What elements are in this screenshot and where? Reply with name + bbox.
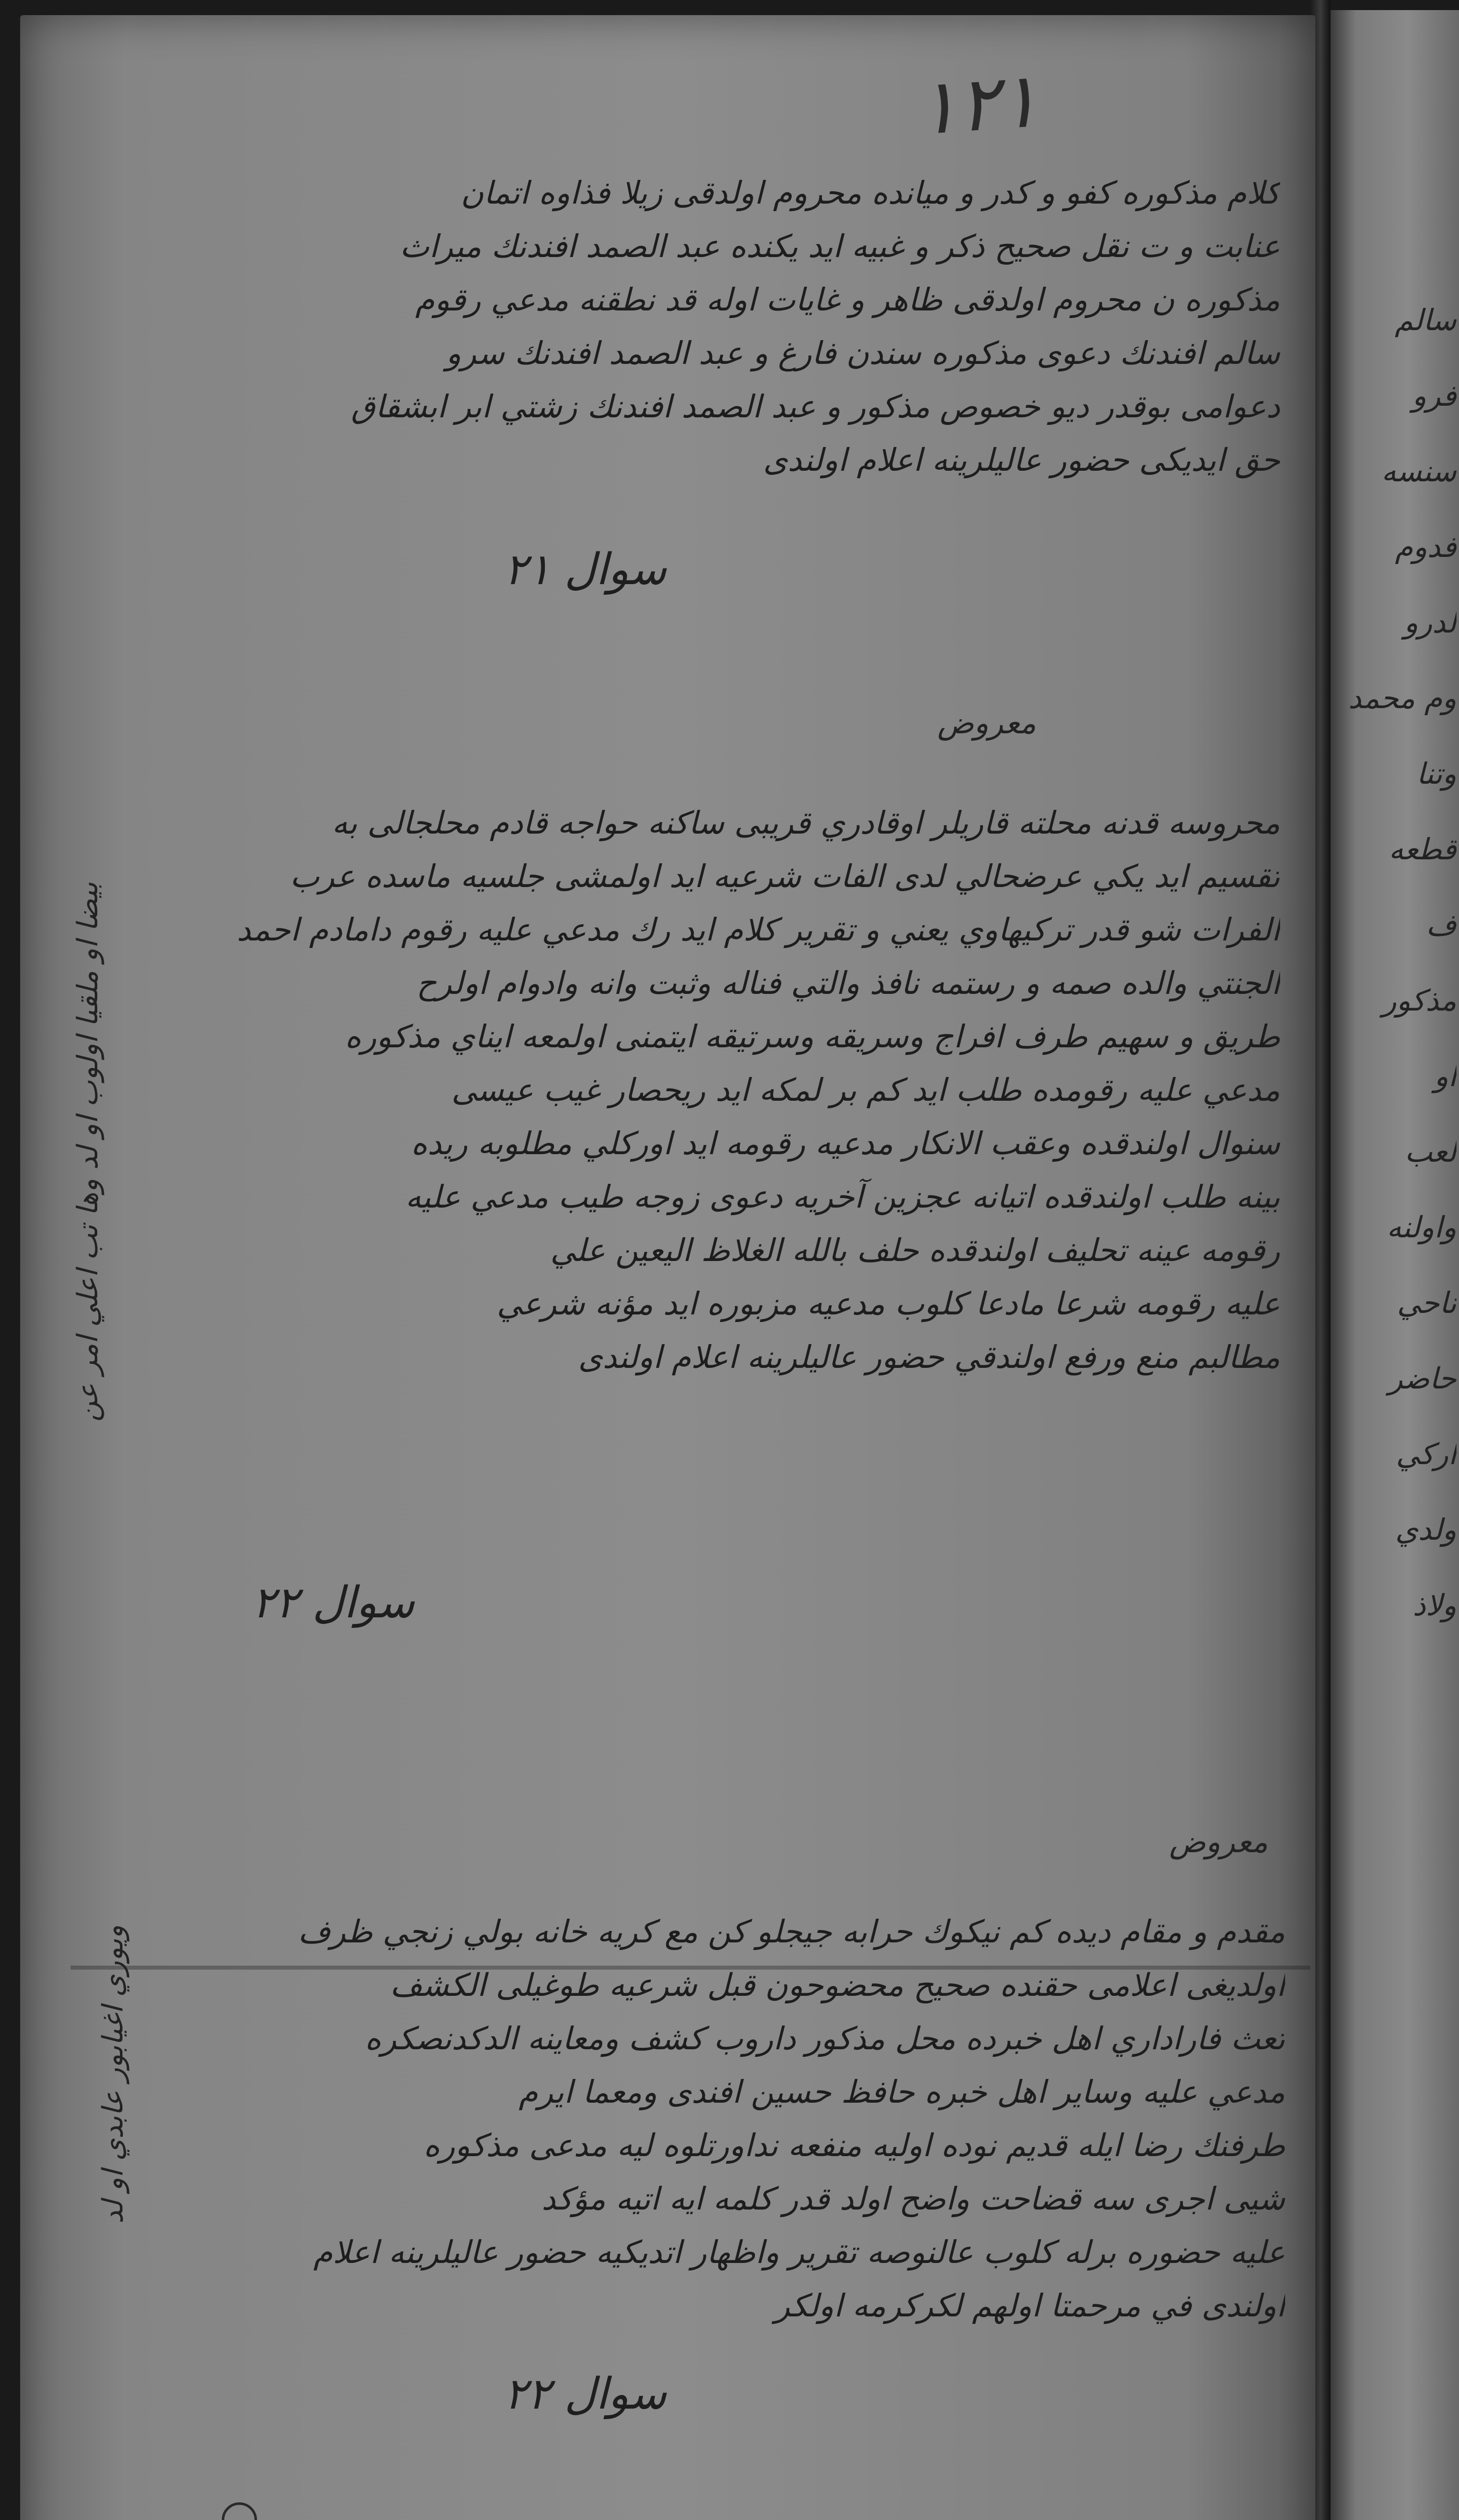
facing-page-line: لعب bbox=[1405, 1135, 1456, 1169]
text-line: اولديغى اعلامى حقنده صحيح محضوحون قبل شرعيه طوغيلى الكشف bbox=[390, 1967, 1285, 2003]
facing-page-line: ف bbox=[1426, 908, 1456, 942]
facing-page-line: حاضر bbox=[1388, 1361, 1456, 1396]
facing-page-line: او bbox=[1434, 1059, 1456, 1093]
text-line: اولندى في مرحمتا اولهم لكركرمه اولكر bbox=[775, 2287, 1285, 2324]
entry-1-text bbox=[181, 166, 1280, 487]
text-line: الجنتي والده صمه و رستمه نافذ والتي فناله وثبت وانه وادوام اولرح bbox=[416, 965, 1280, 1001]
text-line: كلام مذكوره كفو و كدر و ميانده محروم اولدقى زيلا فذاوه اتمان bbox=[461, 174, 1280, 211]
page-number: ١٢١ bbox=[914, 56, 1042, 153]
facing-page-line: لدرو bbox=[1404, 605, 1456, 640]
entry-3-text bbox=[212, 1905, 1285, 2333]
text-line: رقومه عينه تحليف اولندقده حلف بالله الغلاظ اليعين علي bbox=[550, 1232, 1280, 1269]
facing-page-line: ولاذ bbox=[1413, 1588, 1456, 1622]
text-line: بينه طلب اولندقده اتيانه عجزين آخريه دعوى زوجه طيب مدعي عليه bbox=[405, 1178, 1280, 1215]
facing-page-line: فرو bbox=[1412, 379, 1456, 413]
facing-page-line: ولدي bbox=[1395, 1513, 1456, 1547]
entry-2-text bbox=[151, 796, 1280, 1384]
text-line: مطالبم منع ورفع اولندقي حضور عاليلرينه اعلام اولندى bbox=[578, 1339, 1280, 1375]
facing-page-line: ناحي bbox=[1397, 1286, 1456, 1320]
text-line: مذكوره ن محروم اولدقى ظاهر و غايات اوله قد نطقنه مدعي رقوم bbox=[415, 281, 1280, 318]
text-line: سنوال اولندقده وعقب الانكار مدعيه رقومه ايد اوركلي مطلوبه ريده bbox=[411, 1125, 1280, 1162]
margin-note: بيضا او ملقيا اولوب او لد وها تب اعلي امر عن bbox=[72, 882, 104, 1422]
text-line: طرفنك رضا ايله قديم نوده اوليه منفعه نداورتلوه ليه مدعى مذكوره bbox=[423, 2127, 1285, 2164]
text-line: عليه رقومه شرعا مادعا كلوب مدعيه مزبوره ايد مؤنه شرعي bbox=[496, 1285, 1280, 1322]
text-line: الفرات شو قدر تركيهاوي يعني و تقرير كلام ايد رك مدعي عليه رقوم دامادم احمد bbox=[236, 911, 1280, 948]
section-heading: معروض bbox=[1169, 1824, 1268, 1860]
margin-note: ويوري اغيابور عابدي او لد bbox=[97, 1925, 130, 2224]
facing-page-line: وم محمد bbox=[1348, 681, 1456, 715]
text-line: شيى اجرى سه قضاحت واضح اولد قدر كلمه ايه اتيه مؤكد bbox=[541, 2180, 1285, 2217]
text-line: حق ايديكى حضور عاليلرينه اعلام اولندى bbox=[763, 442, 1280, 478]
text-line: مقدم و مقام ديده كم نيكوك حرابه جيجلو كن مع كريه خانه بولي زنجي ظرف bbox=[298, 1913, 1285, 1950]
facing-page-line: واولنه bbox=[1386, 1210, 1456, 1244]
entry-3-date: سوال ٢٢ bbox=[504, 2369, 667, 2419]
facing-page-line: اركي bbox=[1395, 1437, 1456, 1471]
text-line: محروسه قدنه محلته قاريلر اوقادري قريبى ساكنه حواجه قادم محلجالى به bbox=[332, 804, 1280, 841]
text-line: طريق و سهيم طرف افراج وسريقه وسرتيقه ايتمنى اولمعه ايناي مذكوره bbox=[345, 1018, 1280, 1055]
text-line: عنابت و ت نقل صحيح ذكر و غبيه ايد يكنده عبد الصمد افندنك ميراث bbox=[400, 228, 1280, 265]
facing-page-line: قطعه bbox=[1388, 832, 1456, 866]
text-line: عليه حضوره برله كلوب عالنوصه تقرير واظهار اتديكيه حضور عاليلرينه اعلام bbox=[313, 2234, 1285, 2271]
text-line: تقسيم ايد يكي عرضحالي لدى الفات شرعيه ايد اولمشى جلسيه ماسده عرب bbox=[290, 858, 1280, 895]
facing-page-line: فدوم bbox=[1394, 530, 1456, 564]
text-line: سالم افندنك دعوى مذكوره سندن فارغ و عبد الصمد افندنك سرو bbox=[446, 335, 1280, 371]
facing-page-line: وتنا bbox=[1416, 757, 1456, 791]
entry-2-date: سوال ٢٢ bbox=[252, 1578, 415, 1628]
facing-page-text bbox=[1341, 282, 1456, 1643]
facing-page-line: سنسه bbox=[1381, 454, 1456, 488]
facing-page-line: سالم bbox=[1394, 303, 1456, 337]
entry-1-date: سوال ٢١ bbox=[504, 544, 667, 595]
text-line: مدعي عليه وساير اهل خبره حافظ حسين افندى ومعما ايرم bbox=[519, 2073, 1285, 2110]
facing-page-line: مذكور bbox=[1382, 983, 1456, 1018]
text-line: دعوامى بوقدر ديو خصوص مذكور و عبد الصمد افندنك زشتي ابر ابشقاق bbox=[351, 388, 1280, 425]
section-heading: معروض bbox=[937, 706, 1036, 741]
text-line: تعث فاراداري اهل خبرده محل مذكور داروب كشف ومعاينه الدكدنصكره bbox=[365, 2020, 1285, 2057]
text-line: مدعي عليه رقومده طلب ايد كم بر لمكه ايد ريحصار غيب عيسى bbox=[451, 1072, 1280, 1108]
